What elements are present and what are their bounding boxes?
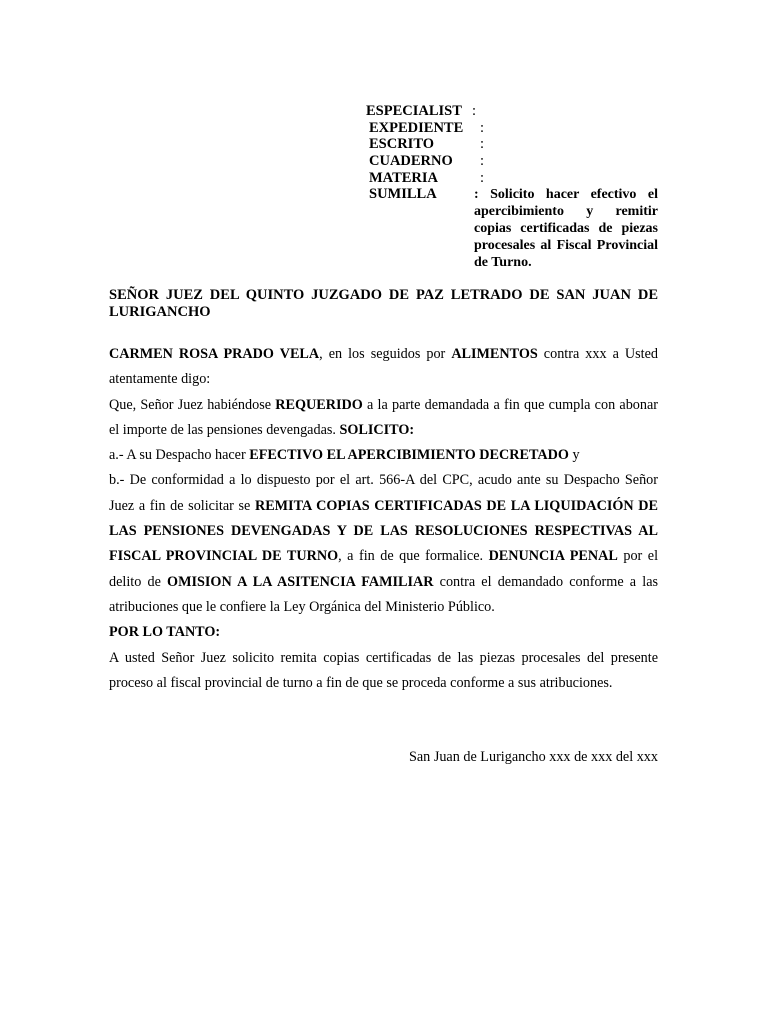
por-lo-tanto-text: POR LO TANTO:: [109, 624, 221, 641]
item-a-text-2: y: [568, 447, 580, 464]
escrito-label: ESCRITO: [369, 136, 435, 152]
cuaderno-label: CUADERNO: [369, 153, 453, 169]
sumilla-text: : Solicito hacer efectivo el apercibimiento y remitir copias certificadas de piezas procesales al Fiscal Provincial de Turno.: [474, 187, 658, 270]
materia-label: MATERIA: [369, 170, 439, 186]
item-b-bold: REMITA COPIAS CERTIFICADAS DE LA LIQUIDACIÓN DE LAS PENSIONES DEVENGADAS Y DE LAS RESOLUCIONES RESPECTIVAS AL FISCAL PROVINCIAL DE TURNO: [109, 497, 658, 565]
expediente-label: EXPEDIENTE: [369, 120, 464, 136]
por-lo-tanto-heading: [109, 620, 658, 645]
intro-paragraph: [109, 342, 658, 393]
request-text-2: a la parte demandada a fin que cumpla con abonar el importe de las pensiones devengadas.: [109, 396, 658, 438]
denuncia-penal-bold: DENUNCIA PENAL: [488, 548, 618, 565]
item-b-text: b.- De conformidad a lo dispuesto por el art. 566-A del CPC, acudo ante su Despacho Señor Juez a fin de solicitar se: [109, 472, 658, 514]
case-subject: ALIMENTOS: [451, 346, 538, 362]
materia-colon: :: [480, 170, 485, 186]
expediente-colon: :: [480, 120, 485, 136]
item-a-bold: EFECTIVO EL APERCIBIMIENTO DECRETADO: [249, 447, 569, 464]
intro-text: , en los seguidos por: [319, 346, 452, 362]
request-paragraph: [109, 393, 658, 444]
place-date-line: San Juan de Lurigancho xxx de xxx del xxx: [408, 749, 658, 765]
item-a: [109, 443, 658, 468]
item-a-text: a.- A su Despacho hacer: [109, 447, 250, 464]
closing-paragraph: A usted Señor Juez solicito remita copias certificadas de las piezas procesales del presente proceso al fiscal provincial de turno a fin de que se proceda conforme a sus atribuciones.: [109, 649, 658, 691]
sumilla-label: SUMILLA: [369, 186, 437, 202]
solicito-bold: SOLICITO:: [339, 421, 415, 438]
petitioner-name: CARMEN ROSA PRADO VELA: [109, 346, 320, 362]
item-b-text-3: por el delito de: [109, 548, 659, 590]
especialista-label: ESPECIALIST: [366, 103, 462, 119]
item-b-text-2: , a fin de que formalice.: [338, 548, 489, 565]
escrito-colon: :: [480, 136, 485, 152]
omision-bold: OMISION A LA ASITENCIA FAMILIAR: [167, 573, 434, 590]
item-b: [109, 468, 658, 620]
requerido-bold: REQUERIDO: [275, 396, 363, 413]
especialista-colon: :: [472, 103, 477, 119]
intro-text-2: contra xxx a Usted atentamente digo:: [109, 346, 658, 388]
item-b-text-4: contra el demandado conforme a las atribuciones que le confiere la Ley Orgánica del Ministerio Público.: [109, 573, 659, 615]
document-body: [109, 342, 658, 696]
cuaderno-colon: :: [480, 153, 485, 169]
addressee-heading: SEÑOR JUEZ DEL QUINTO JUZGADO DE PAZ LETRADO DE SAN JUAN DE LURIGANCHO: [109, 287, 658, 320]
request-text: Que, Señor Juez habiéndose: [109, 396, 276, 413]
